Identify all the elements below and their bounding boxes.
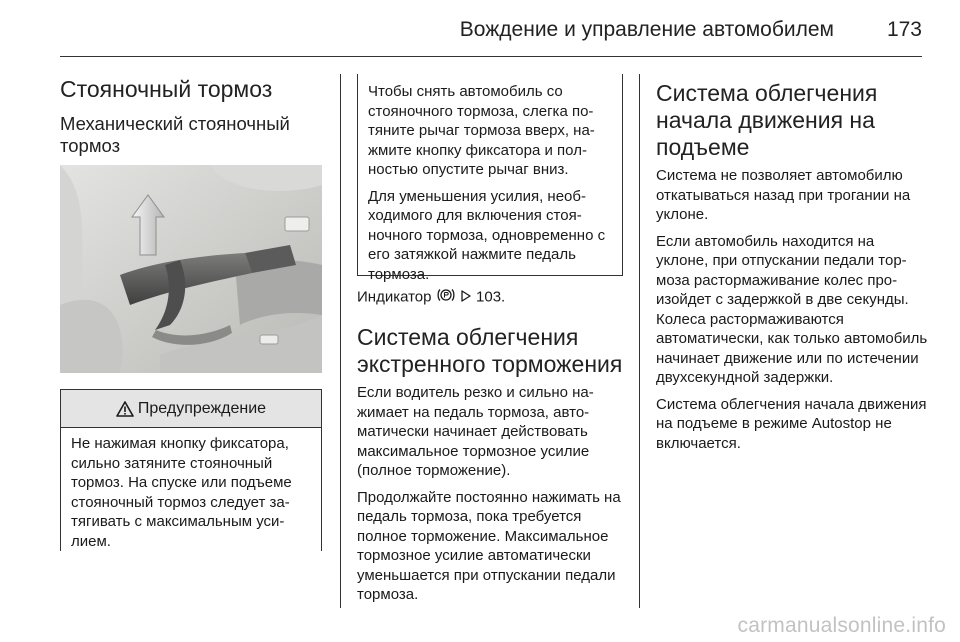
hill-start-paragraph: Система не позволяет автомобилю откатываться назад при трогании на уклоне. <box>656 167 911 223</box>
section-title-hill-start-assist: Система облегчения начала движения на подъеме <box>656 80 878 160</box>
indicator-prefix: Индикатор <box>357 288 432 306</box>
page-reference-arrow-icon <box>460 288 476 305</box>
handbrake-drawing <box>60 165 322 373</box>
section-title-parking-brake: Стояночный тормоз <box>60 76 273 102</box>
section-title-brake-assist: Система облегчения экстренного торможения <box>357 324 623 377</box>
brake-assist-paragraph: Если водитель резко и сильно нажимает на педаль тормоза, автоматически начинает действовать максимальное тормозное усилие (полное торможение). <box>357 384 594 479</box>
header-rule <box>60 56 922 57</box>
subsection-title-mechanical-brake: Механический стояночный тормоз <box>60 113 290 156</box>
indicator-page-ref: 103. <box>476 288 506 306</box>
handbrake-illustration <box>60 165 322 373</box>
watermark-text: carmanualsonline.info <box>737 614 946 637</box>
header-title: Вождение и управление автомобилем <box>459 18 834 41</box>
middle-column <box>357 324 627 612</box>
warning-header <box>61 390 321 428</box>
hill-start-paragraph: Если автомобиль находится на уклоне, при отпускании педали тормоза растормаживание колес произойдет с задержкой в две секунды. Колеса растормаживаются автоматически, как только автомобиль начинает движение или по истечении двухсекундной задержки. <box>656 232 928 386</box>
left-column <box>60 76 322 157</box>
brake-assist-paragraph: Продолжайте постоянно нажимать на педаль тормоза, пока требуется полное торможение. Максимальное тормозное усилие автоматически уменьшается при отпускании педали тормоза. <box>357 488 621 603</box>
column-divider-right <box>639 74 640 608</box>
note-paragraph: Чтобы снять автомобиль со стояночного тормоза, слегка потяните рычаг тормоза вверх, нажмите кнопку фиксатора и полностью опустите рычаг вниз. <box>368 83 595 178</box>
right-column <box>656 80 928 460</box>
warning-title: Предупреждение <box>137 399 267 417</box>
note-box <box>357 74 623 283</box>
warning-box <box>60 389 322 551</box>
warning-triangle-icon <box>116 401 134 417</box>
parking-brake-indicator-icon <box>436 288 460 305</box>
page-number: 173 <box>886 18 922 41</box>
column-divider-left <box>340 74 341 608</box>
note-paragraph: Для уменьшения усилия, необходимого для включения стояночного тормоза, одновременно с его затяжкой нажмите педаль тормоза. <box>368 187 606 283</box>
indicator-reference <box>357 287 505 307</box>
hill-start-paragraph: Система облегчения начала движения на подъеме в режиме Autostop не включается. <box>656 395 927 452</box>
warning-text: Не нажимая кнопку фиксатора, сильно затяните стояночный тормоз. На спуске или подъеме стояночный тормоз следует затягивать с максимальным усилием. <box>71 435 292 550</box>
page-header <box>0 0 960 62</box>
